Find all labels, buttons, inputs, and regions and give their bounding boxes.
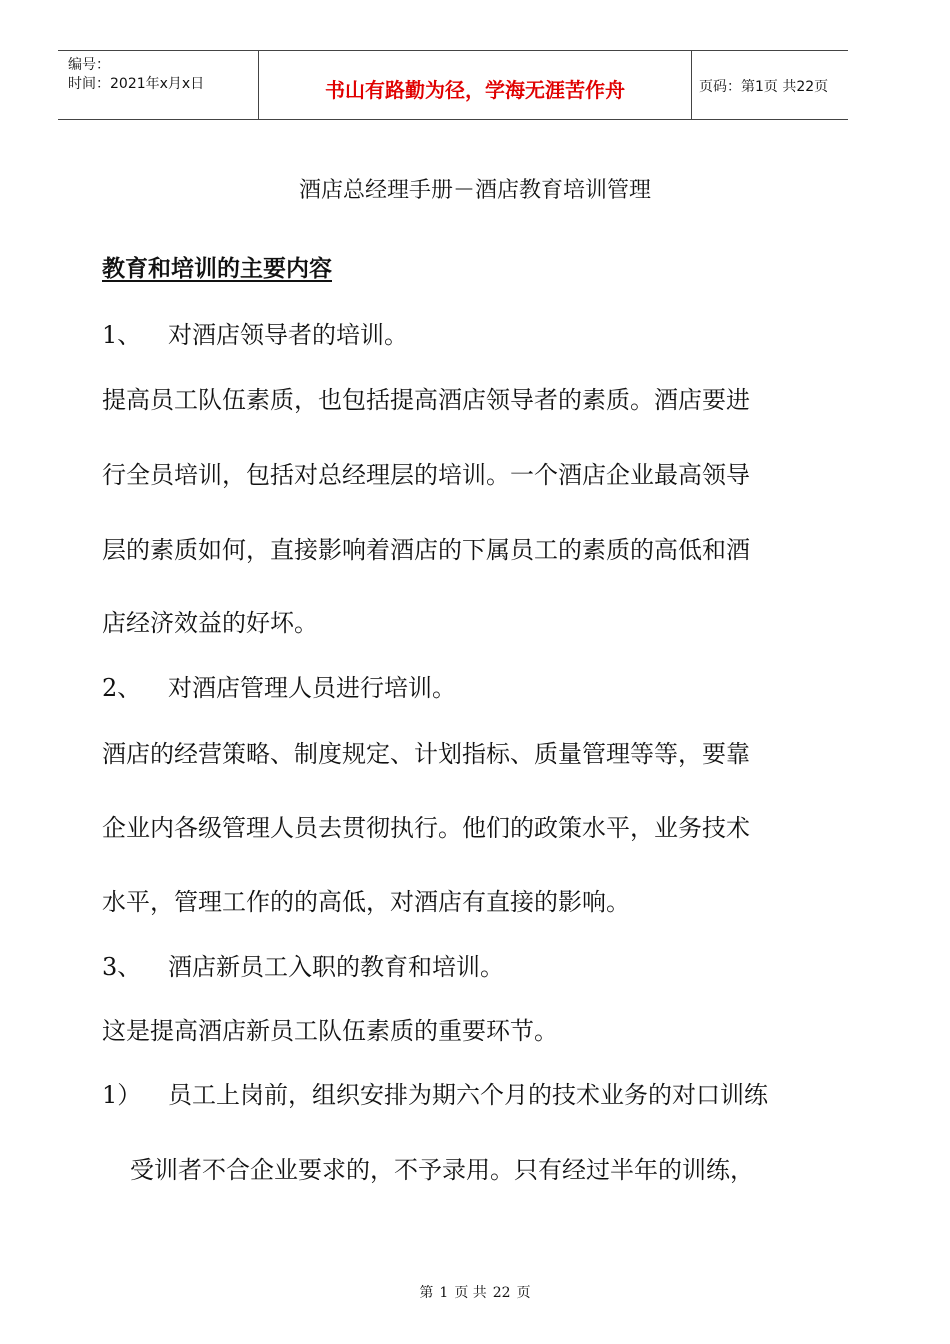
motto-text: 书山有路勤为径，学海无涯苦作舟	[325, 78, 625, 102]
paragraph-line: 层的素质如何，直接影响着酒店的下属员工的素质的高低和酒	[102, 536, 750, 564]
number-label: 编号：	[68, 57, 110, 73]
page-footer	[0, 1282, 950, 1302]
paragraph-line: 这是提高酒店新员工队伍素质的重要环节。	[102, 1017, 558, 1045]
paragraph-line: 酒店的经营策略、制度规定、计划指标、质量管理等等，要靠	[102, 740, 750, 768]
item-number: 2、	[102, 674, 142, 702]
footer-suffix: 页	[516, 1285, 531, 1301]
header-page-info: 页码：第1页 共22页	[699, 79, 829, 95]
footer-page-total: 22	[492, 1285, 511, 1301]
time-label: 时间：2021年x月x日	[68, 76, 205, 92]
section-heading: 教育和培训的主要内容	[102, 256, 332, 282]
paragraph-line: 受训者不合企业要求的，不予录用。只有经过半年的训练，	[130, 1156, 754, 1184]
footer-prefix: 第	[419, 1285, 434, 1301]
item-number: 3、	[102, 953, 142, 981]
item-number: 1）	[102, 1081, 142, 1109]
paragraph-line: 水平，管理工作的的高低，对酒店有直接的影响。	[102, 888, 630, 916]
paragraph-line: 企业内各级管理人员去贯彻执行。他们的政策水平，业务技术	[102, 814, 750, 842]
paragraph-line: 行全员培训，包括对总经理层的培训。一个酒店企业最高领导	[102, 461, 750, 489]
paragraph-line: 店经济效益的好坏。	[102, 609, 318, 637]
header-meta-cell	[58, 51, 258, 119]
item-text: 酒店新员工入职的教育和培训。	[168, 953, 504, 981]
footer-page-number: 1	[439, 1285, 449, 1301]
paragraph-line: 提高员工队伍素质，也包括提高酒店领导者的素质。酒店要进	[102, 386, 750, 414]
item-text: 对酒店管理人员进行培训。	[168, 674, 456, 702]
header-page-cell	[691, 51, 848, 119]
document-header	[58, 50, 848, 120]
item-number: 1、	[102, 321, 142, 349]
item-text: 员工上岗前，组织安排为期六个月的技术业务的对口训练	[168, 1081, 768, 1109]
header-motto-cell	[258, 51, 692, 119]
document-title: 酒店总经理手册－酒店教育培训管理	[298, 178, 651, 203]
item-text: 对酒店领导者的培训。	[168, 321, 408, 349]
footer-mid: 页 共	[454, 1285, 487, 1301]
